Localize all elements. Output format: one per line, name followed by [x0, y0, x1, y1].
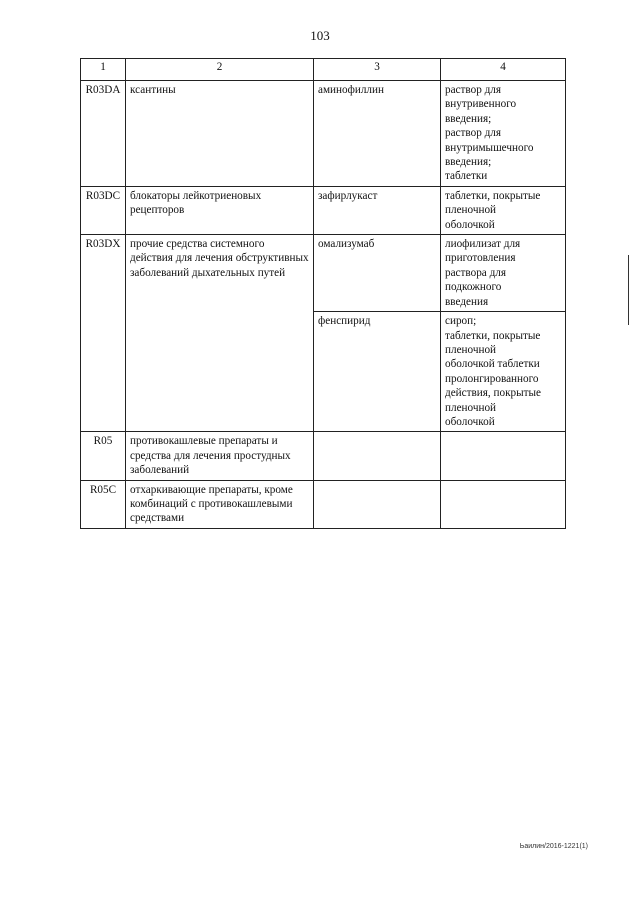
- dosage-form-cell: [441, 81, 566, 187]
- table-row: [81, 81, 566, 187]
- dosage-form-line: пленочной: [445, 204, 497, 217]
- dosage-form-line: раствора для: [445, 266, 506, 279]
- dosage-form-line: внутримышечного: [445, 141, 534, 154]
- drug-classification-table: [80, 58, 566, 529]
- drug-name-cell: аминофиллин: [314, 81, 441, 187]
- dosage-form-cell: [441, 186, 566, 234]
- table-body: [81, 81, 566, 529]
- dosage-form-line: раствор для: [445, 127, 502, 140]
- dosage-form-line: приготовления: [445, 252, 516, 265]
- page-number: 103: [310, 28, 330, 43]
- dosage-form-line: введения: [445, 295, 489, 308]
- group-name-cell: ксантины: [126, 81, 314, 187]
- dosage-form-cell: [441, 432, 566, 480]
- drug-name-cell: зафирлукаст: [314, 186, 441, 234]
- atc-code-cell: R03DX: [81, 235, 126, 432]
- table-row: [81, 432, 566, 480]
- dosage-form-line: действия, покрытые: [445, 387, 542, 400]
- table-row: [81, 186, 566, 234]
- drug-name-cell: [314, 480, 441, 528]
- dosage-form-line: подкожного: [445, 281, 502, 294]
- dosage-form-line: таблетки, покрытые: [445, 329, 541, 342]
- table-row: [81, 480, 566, 528]
- dosage-form-line: пленочной: [445, 343, 497, 356]
- dosage-form-line: введения;: [445, 112, 492, 125]
- atc-code-cell: R03DC: [81, 186, 126, 234]
- dosage-form-line: оболочкой таблетки: [445, 358, 540, 371]
- group-name-cell: противокашлевые препараты и средства для лечения простудных заболеваний: [126, 432, 314, 480]
- dosage-form-line: пролонгированного: [445, 372, 539, 385]
- dosage-form-line: пленочной: [445, 401, 497, 414]
- margin-mark: [628, 255, 629, 325]
- dosage-form-line: таблетки: [445, 170, 488, 183]
- dosage-form-cell: [441, 312, 566, 432]
- drug-name-cell: омализумаб: [314, 235, 441, 312]
- dosage-form-line: раствор для: [445, 84, 502, 96]
- drug-name-cell: фенспирид: [314, 312, 441, 432]
- atc-code-cell: R03DA: [81, 81, 126, 187]
- atc-code-cell: R05C: [81, 480, 126, 528]
- dosage-form-line: лиофилизат для: [445, 238, 521, 251]
- dosage-form-line: введения;: [445, 156, 492, 169]
- atc-code-cell: R05: [81, 432, 126, 480]
- dosage-form-line: оболочкой: [445, 218, 495, 231]
- column-header-1: 1: [81, 59, 126, 81]
- drug-name-cell: [314, 432, 441, 480]
- column-header-2: 2: [126, 59, 314, 81]
- group-name-cell: прочие средства системного действия для лечения обструктивных заболеваний дыхательных путей: [126, 235, 314, 432]
- dosage-form-line: таблетки, покрытые: [445, 189, 541, 202]
- dosage-form-cell: [441, 235, 566, 312]
- column-header-4: 4: [441, 59, 566, 81]
- dosage-form-cell: [441, 480, 566, 528]
- dosage-form-line: сироп;: [445, 315, 477, 328]
- group-name-cell: отхаркивающие препараты, кроме комбинаций с противокашлевыми средствами: [126, 480, 314, 528]
- table-row: [81, 235, 566, 312]
- dosage-form-line: внутривенного: [445, 98, 517, 111]
- table-header-row: [81, 59, 566, 81]
- footer-stamp: Ьаилин/2016-1221(1): [519, 843, 588, 850]
- group-name-cell: блокаторы лейкотриеновых рецепторов: [126, 186, 314, 234]
- column-header-3: 3: [314, 59, 441, 81]
- dosage-form-line: оболочкой: [445, 415, 495, 428]
